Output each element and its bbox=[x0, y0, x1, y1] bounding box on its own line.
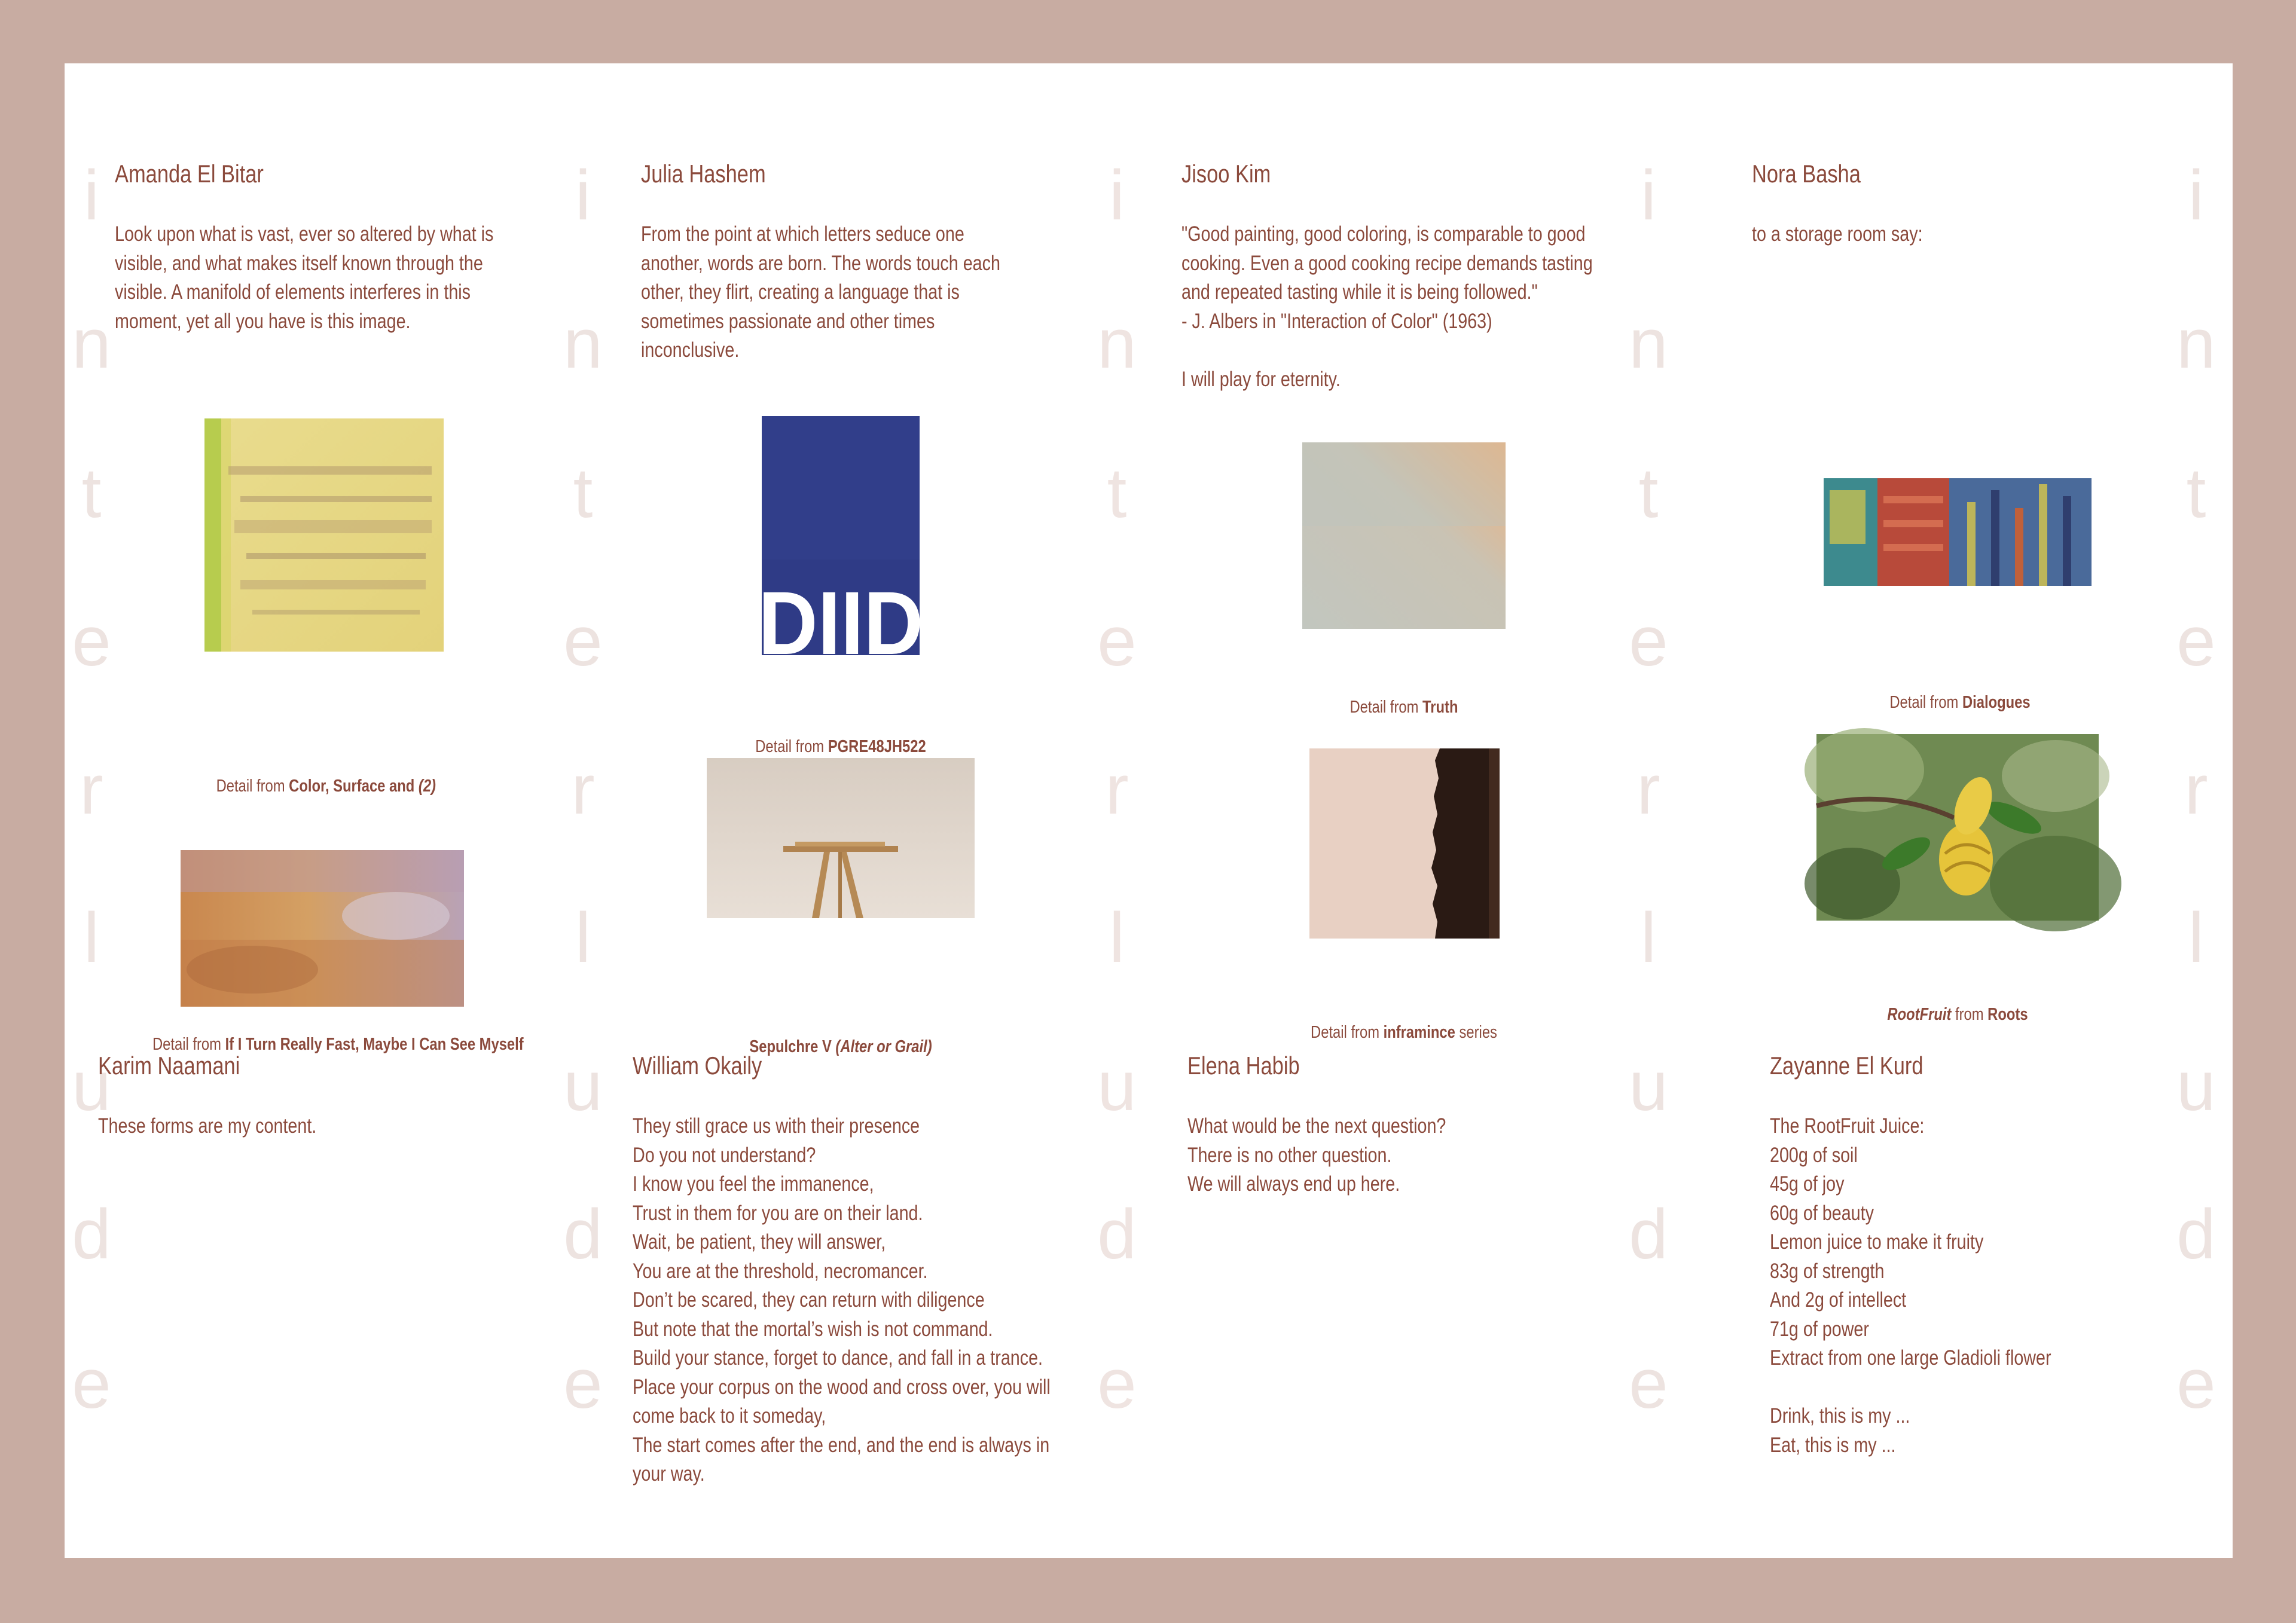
decorative-letter: n bbox=[72, 304, 111, 383]
decorative-letter: e bbox=[72, 602, 111, 681]
artist-name: Elena Habib bbox=[1187, 1052, 1300, 1080]
decorative-letter: u bbox=[72, 1047, 111, 1126]
decorative-letter: e bbox=[563, 602, 603, 681]
artwork-image-inframince bbox=[1309, 748, 1500, 939]
artist-statement: to a storage room say: bbox=[1752, 222, 1923, 246]
artist-name: William Okaily bbox=[633, 1052, 762, 1080]
decorative-word-column-5 bbox=[2169, 63, 2223, 1558]
decorative-letter: i bbox=[1109, 156, 1125, 235]
decorative-letter: t bbox=[2186, 454, 2206, 533]
caption-title: inframince bbox=[1383, 1023, 1455, 1042]
decorative-letter: u bbox=[2176, 1047, 2216, 1126]
caption-title-italic: (Alter or Grail) bbox=[835, 1037, 932, 1056]
decorative-word-column-4 bbox=[1622, 63, 1675, 1558]
decorative-word-column-1 bbox=[65, 63, 118, 1558]
decorative-letter: e bbox=[1097, 1344, 1137, 1423]
artist-name: Nora Basha bbox=[1752, 160, 1861, 188]
decorative-letter: e bbox=[2176, 1344, 2216, 1423]
decorative-letter: n bbox=[1629, 304, 1668, 383]
decorative-letter: n bbox=[2176, 304, 2216, 383]
decorative-letter: d bbox=[2176, 1195, 2216, 1274]
decorative-letter: r bbox=[1105, 750, 1129, 829]
decorative-letter: l bbox=[2188, 898, 2205, 977]
caption-title: Color, Surface and bbox=[289, 777, 419, 796]
decorative-letter: e bbox=[1097, 602, 1137, 681]
artwork-image-turn-really-fast bbox=[181, 850, 464, 1007]
decorative-word-column-2 bbox=[556, 63, 610, 1558]
decorative-letter: u bbox=[1629, 1047, 1668, 1126]
artwork-caption bbox=[1852, 692, 2068, 713]
artwork-caption bbox=[1850, 1004, 2066, 1025]
decorative-letter: r bbox=[1636, 750, 1660, 829]
caption-prefix: Detail from bbox=[1349, 698, 1423, 717]
decorative-letter: d bbox=[1629, 1195, 1668, 1274]
artist-name: Amanda El Bitar bbox=[115, 160, 264, 188]
decorative-letter: d bbox=[1097, 1195, 1137, 1274]
caption-title: Sepulchre V bbox=[749, 1037, 836, 1056]
decorative-letter: d bbox=[72, 1195, 111, 1274]
caption-suffix: series bbox=[1455, 1023, 1497, 1042]
artist-statement: From the point at which letters seduce one another, words are born. The words touch each other, they flirt, creating a language that is sometimes passionate and other times inconclusive. bbox=[641, 222, 1000, 362]
caption-title: PGRE48JH522 bbox=[828, 737, 926, 756]
brochure-page bbox=[65, 63, 2233, 1558]
decorative-letter: d bbox=[563, 1195, 603, 1274]
decorative-letter: i bbox=[2188, 156, 2205, 235]
artwork-letters: DIID bbox=[758, 573, 923, 673]
decorative-letter: e bbox=[563, 1344, 603, 1423]
decorative-letter: n bbox=[1097, 304, 1137, 383]
caption-title-italic: RootFruit bbox=[1887, 1005, 1952, 1024]
artist-statement: The RootFruit Juice: 200g of soil 45g of joy 60g of beauty Lemon juice to make it fruity 83g of strength And 2g of intellect 71g of power Extract from one large Gladioli flower Drink, this is my ... Eat, this is my ... bbox=[1770, 1114, 2051, 1457]
artwork-image-pgre48jh522 bbox=[758, 416, 923, 673]
caption-connector: from bbox=[1951, 1005, 1988, 1024]
artwork-caption bbox=[1296, 1022, 1512, 1043]
decorative-letter: u bbox=[1097, 1047, 1137, 1126]
decorative-letter: l bbox=[575, 898, 591, 977]
artist-statement: These forms are my content. bbox=[98, 1114, 317, 1138]
caption-prefix: Detail from bbox=[1311, 1023, 1384, 1042]
decorative-letter: t bbox=[81, 454, 102, 533]
caption-title: Truth bbox=[1422, 698, 1458, 717]
caption-prefix: Detail from bbox=[216, 777, 289, 796]
caption-title-italic: (2) bbox=[418, 777, 436, 796]
decorative-letter: l bbox=[1640, 898, 1657, 977]
artwork-image-dialogues bbox=[1824, 478, 2092, 586]
artist-statement: They still grace us with their presence Do you not understand? I know you feel the immanence, Trust in them for you are on their land. Wait, be patient, they will answer, You are at the threshold, necromancer. Don’t be scared, they can return with diligence But note that the mortal’s wish is not command. Build your stance, forget to dance, and fall in a trance. Place your corpus on the wood and cross over, you will come back to it someday, The start comes after the end, and the end is always in your way. bbox=[633, 1114, 1051, 1486]
caption-prefix: Detail from bbox=[755, 737, 828, 756]
caption-prefix: Detail from bbox=[1889, 693, 1962, 712]
caption-title: Dialogues bbox=[1962, 693, 2031, 712]
artwork-caption bbox=[733, 1037, 949, 1057]
decorative-letter: e bbox=[1629, 1344, 1668, 1423]
artwork-caption bbox=[733, 736, 949, 757]
decorative-letter: r bbox=[80, 750, 103, 829]
artist-statement: Look upon what is vast, ever so altered by what is visible, and what makes itself known through the visible. A manifold of elements interferes in this moment, yet all you have is this image. bbox=[115, 222, 494, 333]
decorative-letter: i bbox=[83, 156, 100, 235]
artist-name: Jisoo Kim bbox=[1181, 160, 1271, 188]
artwork-image-truth bbox=[1302, 442, 1506, 629]
decorative-letter: t bbox=[1638, 454, 1659, 533]
artist-name: Karim Naamani bbox=[98, 1052, 240, 1080]
artist-name: Julia Hashem bbox=[641, 160, 766, 188]
decorative-letter: i bbox=[1640, 156, 1657, 235]
decorative-letter: u bbox=[563, 1047, 603, 1126]
artwork-image-rootfruit bbox=[1816, 734, 2099, 921]
decorative-letter: e bbox=[2176, 602, 2216, 681]
decorative-letter: e bbox=[72, 1344, 111, 1423]
caption-title: If I Turn Really Fast, Maybe I Can See Myself bbox=[225, 1035, 524, 1054]
decorative-letter: r bbox=[2184, 750, 2208, 829]
artist-statement: "Good painting, good coloring, is comparable to good cooking. Even a good cooking recipe demands tasting and repeated tasting while it is being followed." - J. Albers in "Interaction of Color" (1963) I will play for eternity. bbox=[1181, 222, 1593, 391]
artist-name: Zayanne El Kurd bbox=[1770, 1052, 1923, 1080]
artwork-caption bbox=[1296, 697, 1512, 717]
decorative-letter: t bbox=[1107, 454, 1127, 533]
caption-title: Roots bbox=[1987, 1005, 2028, 1024]
artwork-caption bbox=[216, 776, 436, 796]
artist-statement: What would be the next question? There is no other question. We will always end up here. bbox=[1187, 1114, 1446, 1196]
decorative-word-column-3 bbox=[1090, 63, 1144, 1558]
decorative-letter: l bbox=[83, 898, 100, 977]
decorative-letter: l bbox=[1109, 898, 1125, 977]
caption-prefix: Detail from bbox=[152, 1035, 225, 1054]
artwork-image-color-surface bbox=[204, 418, 444, 652]
decorative-letter: n bbox=[563, 304, 603, 383]
decorative-letter: i bbox=[575, 156, 591, 235]
decorative-letter: r bbox=[571, 750, 595, 829]
artwork-image-sepulchre bbox=[707, 758, 975, 918]
decorative-letter: e bbox=[1629, 602, 1668, 681]
decorative-letter: t bbox=[573, 454, 593, 533]
